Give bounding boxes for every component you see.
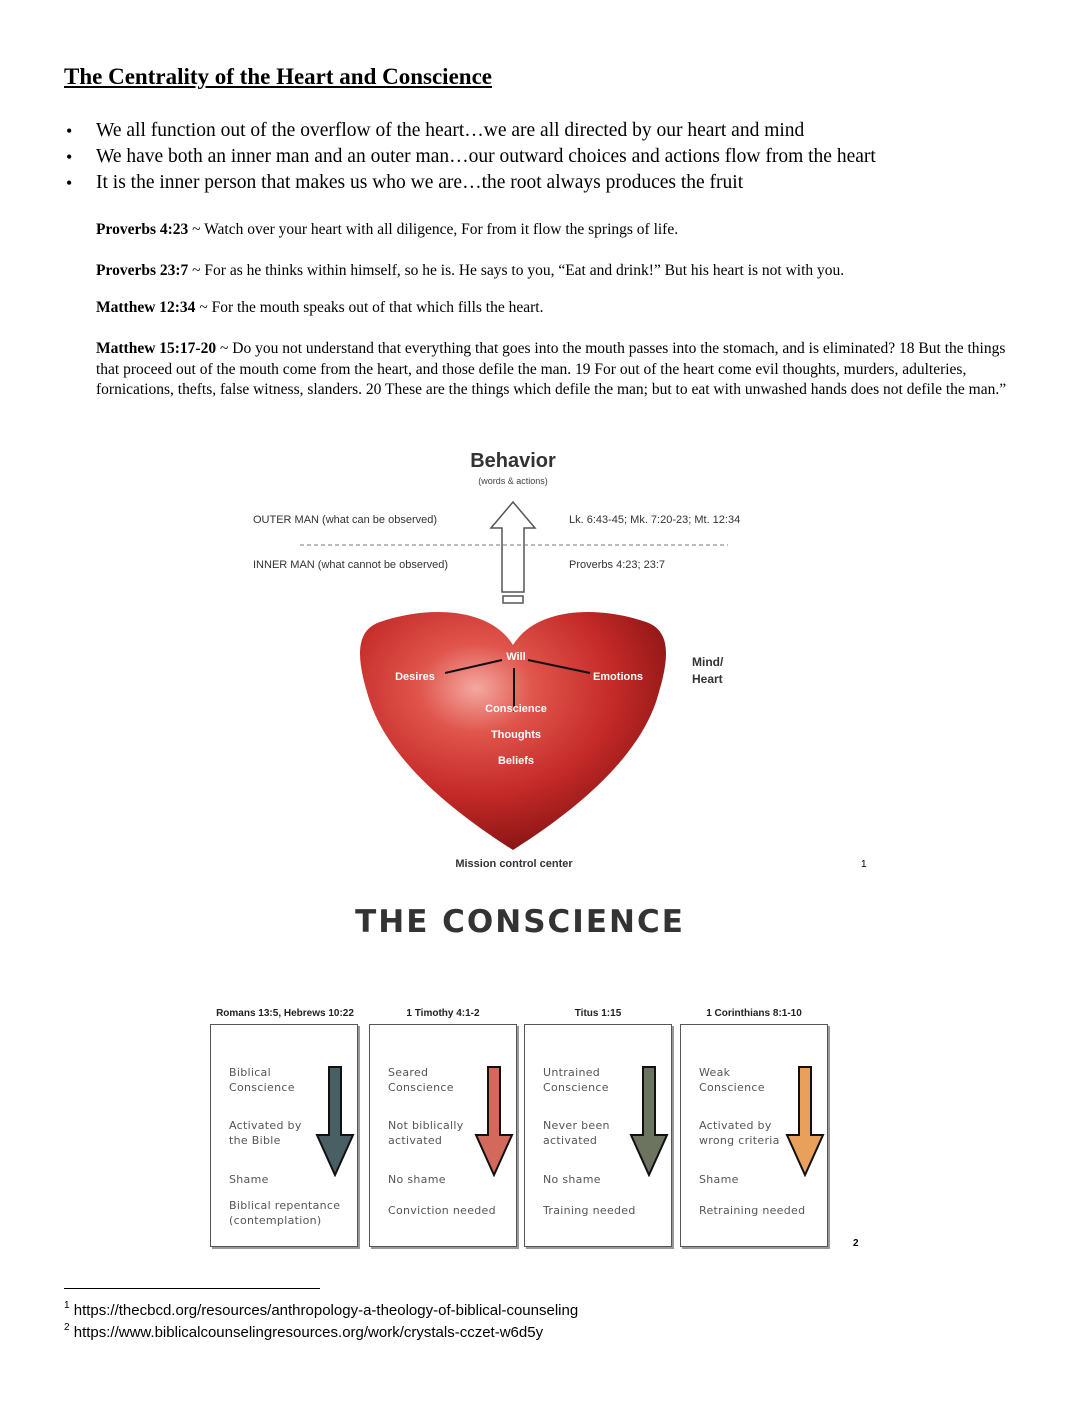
bullet-item: • We have both an inner man and an outer man…our outward choices and actions flow from the heart — [64, 144, 876, 170]
column-ref: Romans 13:5, Hebrews 10:22 — [216, 1008, 354, 1019]
activation-text: Activated by the Bible — [229, 1119, 302, 1147]
conscience-column-untrained — [524, 1024, 672, 1247]
down-arrow-icon — [474, 1065, 514, 1177]
behavior-sublabel: (words & actions) — [478, 476, 548, 486]
verse-ref: Matthew 15:17-20 — [96, 340, 217, 357]
conscience-column-biblical — [210, 1024, 358, 1247]
verse-text: ~ For the mouth speaks out of that which fills the heart. — [195, 299, 544, 316]
need-text: Retraining needed — [699, 1204, 806, 1217]
column-ref: Titus 1:15 — [574, 1008, 622, 1019]
conscience-type: Seared Conscience — [388, 1066, 454, 1094]
activation-text: Not biblically activated — [388, 1119, 464, 1147]
mission-control-caption: Mission control center — [455, 858, 573, 870]
beliefs-label: Beliefs — [497, 755, 535, 767]
emotions-label: Emotions — [592, 671, 644, 683]
verse-matthew-12-34 — [96, 298, 1026, 319]
down-arrow-icon — [629, 1065, 669, 1177]
conscience-type: Untrained Conscience — [543, 1066, 609, 1094]
footnote-ref-1: 1 — [861, 859, 867, 870]
inner-man-refs: Proverbs 4:23; 23:7 — [569, 559, 666, 571]
verse-proverbs-23-7 — [96, 261, 1026, 282]
bullet-item: • We all function out of the overflow of the heart…we are all directed by our heart and mind — [64, 118, 876, 144]
desires-label: Desires — [395, 671, 435, 683]
mind-label: Mind/ — [692, 655, 724, 669]
will-label: Will — [506, 651, 526, 663]
verse-proverbs-4-23 — [96, 220, 1026, 241]
bullet-list — [64, 118, 876, 196]
page-title: The Centrality of the Heart and Conscience — [64, 64, 492, 89]
thoughts-label: Thoughts — [490, 729, 542, 741]
shame-text: No shame — [543, 1173, 601, 1186]
down-arrow-icon — [315, 1065, 355, 1177]
footnote-link[interactable]: https://www.biblicalcounselingresources.org/work/crystals-cczet-w6d5y — [73, 1324, 544, 1341]
verse-ref: Proverbs 23:7 — [96, 262, 189, 279]
footnote-ref-2: 2 — [853, 1238, 859, 1249]
conscience-column-seared — [369, 1024, 517, 1247]
conscience-label: Conscience — [485, 703, 547, 715]
shame-text: Shame — [229, 1173, 269, 1186]
need-text: Training needed — [543, 1204, 636, 1217]
heart-diagram — [240, 440, 860, 880]
footnote-link[interactable]: https://thecbcd.org/resources/anthropology-a-theology-of-biblical-counseling — [73, 1302, 579, 1319]
conscience-type: Weak Conscience — [699, 1066, 765, 1094]
activation-text: Activated by wrong criteria — [699, 1119, 780, 1147]
outer-man-label: OUTER MAN (what can be observed) — [253, 514, 438, 526]
verse-text: ~ Watch over your heart with all diligence, For from it flow the springs of life. — [188, 221, 679, 238]
shame-text: Shame — [699, 1173, 739, 1186]
verse-text: ~ Do you not understand that everything that goes into the mouth passes into the stomach, and is eliminated? 18 But the things that proceed out of the mouth come from the heart, and those defile the man. 19 For out of the heart come evil thoughts, murders, adulteries, fornications, thefts, false witness, slanders. 20 These are the things which defile the man; but to eat with unwashed hands does not defile the man.” — [96, 340, 1007, 398]
verse-text: ~ For as he thinks within himself, so he is. He says to you, “Eat and drink!” But his heart is not with you. — [188, 262, 845, 279]
footnote-divider — [64, 1288, 320, 1289]
footnote-1: $^1$ https://thecbcd.org/resources/anthropology-a-theology-of-biblical-counseling — [64, 1300, 579, 1319]
conscience-title: THE CONSCIENCE — [355, 904, 685, 940]
shame-text: No shame — [388, 1173, 446, 1186]
bullet-item: • It is the inner person that makes us who we are…the root always produces the fruit — [64, 170, 876, 196]
need-text: Conviction needed — [388, 1204, 496, 1217]
verse-ref: Proverbs 4:23 — [96, 221, 189, 238]
column-ref: 1 Timothy 4:1-2 — [406, 1008, 480, 1019]
heart-label: Heart — [692, 672, 723, 686]
outer-man-refs: Lk. 6:43-45; Mk. 7:20-23; Mt. 12:34 — [569, 514, 741, 526]
conscience-column-weak — [680, 1024, 828, 1247]
arrow-base-icon — [503, 596, 523, 603]
conscience-type: Biblical Conscience — [229, 1066, 295, 1094]
up-arrow-icon — [491, 502, 535, 592]
behavior-label: Behavior — [470, 450, 556, 472]
verse-ref: Matthew 12:34 — [96, 299, 196, 316]
need-text: Biblical repentance (contemplation) — [229, 1199, 341, 1227]
inner-man-label: INNER MAN (what cannot be observed) — [253, 559, 449, 571]
verse-matthew-15-17-20 — [96, 339, 1026, 401]
activation-text: Never been activated — [543, 1119, 610, 1147]
footnote-2: $^2$ https://www.biblicalcounselingresources.org/work/crystals-cczet-w6d5y — [64, 1322, 544, 1341]
down-arrow-icon — [785, 1065, 825, 1177]
column-ref: 1 Corinthians 8:1-10 — [706, 1008, 802, 1019]
